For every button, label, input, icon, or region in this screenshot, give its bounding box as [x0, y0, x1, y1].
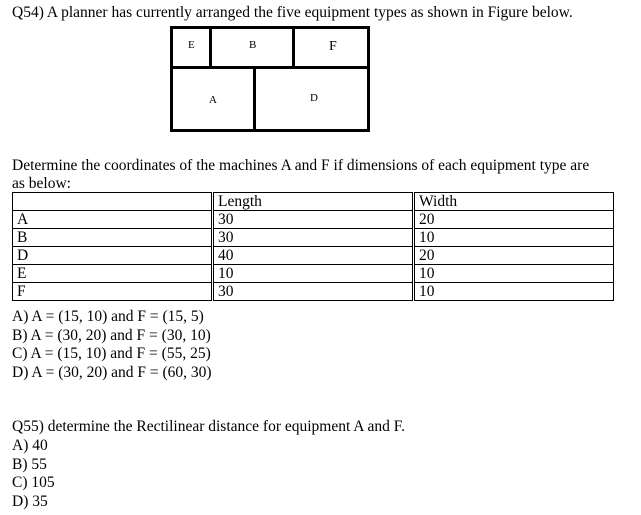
table-row: [13, 229, 614, 247]
table-header-cell: Length: [213, 193, 414, 211]
q54-option-b: B) A = (30, 20) and F = (30, 10): [12, 327, 211, 344]
equipment-f-label: F: [329, 39, 337, 54]
q54-option-d: D) A = (30, 20) and F = (60, 30): [12, 364, 212, 381]
table-header-cell: Width: [414, 193, 614, 211]
equipment-d-box: [253, 66, 370, 132]
q55-option-a: A) 40: [12, 437, 48, 454]
table-cell: 10: [213, 265, 414, 283]
q55-question: Q55) determine the Rectilinear distance for equipment A and F.: [12, 418, 406, 435]
table-cell: 30: [213, 229, 414, 247]
table-cell: 20: [414, 247, 614, 265]
table-cell: 20: [414, 211, 614, 229]
table-row: [13, 283, 614, 301]
table-header-row: [13, 193, 614, 211]
equipment-b-box: [209, 26, 295, 69]
table-cell: 10: [414, 283, 614, 301]
table-row: [13, 247, 614, 265]
q54-question: Q54) A planner has currently arranged the five equipment types as shown in Figure below.: [12, 4, 573, 21]
q54-option-c: C) A = (15, 10) and F = (55, 25): [12, 345, 211, 362]
equipment-a-label: A: [209, 94, 217, 106]
equipment-b-label: B: [249, 39, 257, 51]
table-cell: A: [13, 211, 213, 229]
table-cell: 40: [213, 247, 414, 265]
table-cell: B: [13, 229, 213, 247]
q54-prompt-line1: Determine the coordinates of the machines A and F if dimensions of each equipment type are: [12, 157, 590, 174]
equipment-d-label: D: [310, 92, 318, 104]
table-row: [13, 265, 614, 283]
table-cell: 10: [414, 265, 614, 283]
table-row: [13, 211, 614, 229]
table-cell: 30: [213, 283, 414, 301]
table-cell: 30: [213, 211, 414, 229]
table-header-cell: [13, 193, 213, 211]
dimensions-table: [12, 192, 614, 301]
q54-option-a: A) A = (15, 10) and F = (15, 5): [12, 308, 204, 325]
table-cell: E: [13, 265, 213, 283]
equipment-e-label: E: [188, 39, 195, 51]
equipment-a-box: [170, 66, 256, 132]
table-cell: 10: [414, 229, 614, 247]
table-cell: D: [13, 247, 213, 265]
equipment-e-box: [170, 26, 212, 69]
q55-option-b: B) 55: [12, 456, 47, 473]
q55-option-c: C) 105: [12, 474, 55, 491]
table-cell: F: [13, 283, 213, 301]
equipment-f-box: [292, 26, 370, 69]
q54-prompt-line2: as below:: [12, 175, 71, 192]
q55-option-d: D) 35: [12, 493, 48, 510]
